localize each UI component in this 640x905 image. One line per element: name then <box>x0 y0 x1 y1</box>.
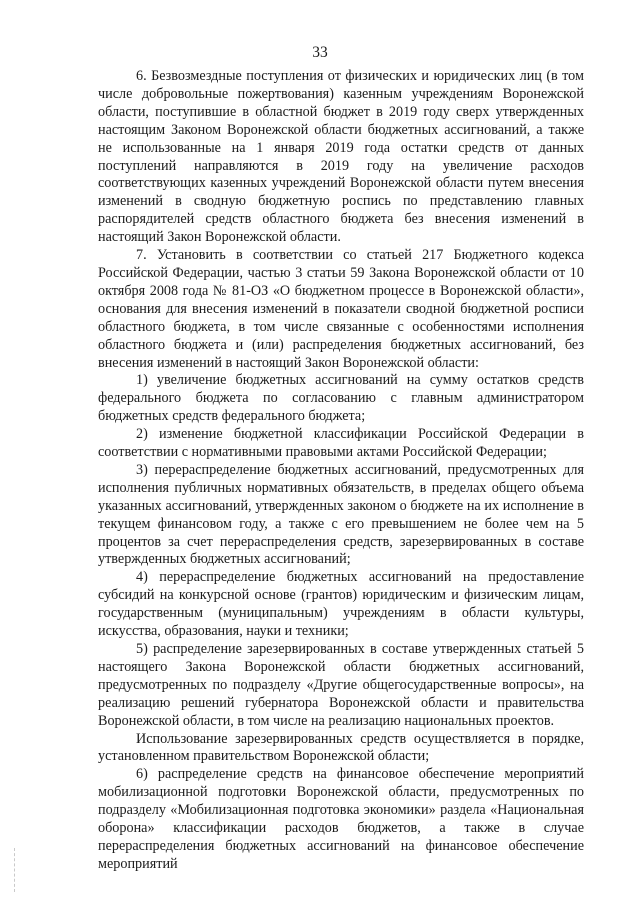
body-text <box>98 68 584 874</box>
list-item-4: 4) перераспределение бюджетных ассигнований на предоставление субсидий на конкурсной основе (грантов) юридическим и физическим лицам, государственным (муниципальным) учреждениям в области культуры, искусства, образования, науки и техники; <box>98 569 584 640</box>
paragraph-7-budget-changes: 7. Установить в соответствии со статьей 217 Бюджетного кодекса Российской Федерации, частью 3 статьи 59 Закона Воронежской области от 10 октября 2008 года № 81-ОЗ «О бюджетном процессе в Воронежской области», основания для внесения изменений в показатели сводной бюджетной росписи областного бюджета, в том числе связанные с особенностями исполнения областного бюджета и (или) распределения бюджетных ассигнований, без внесения изменений в настоящий Закон Воронежской области: <box>98 247 584 371</box>
list-item-5: 5) распределение зарезервированных в составе утвержденных статьей 5 настоящего Закона Воронежской области бюджетных ассигнований, предусмотренных по подразделу «Другие общегосударственные вопросы», на реализацию решений губернатора Воронежской области и правительства Воронежской области, в том числе на реализацию национальных проектов. <box>98 641 584 729</box>
reserved-funds-note: Использование зарезервированных средств осуществляется в порядке, установленном правительством Воронежской области; <box>98 730 584 765</box>
paragraph-6-donations: 6. Безвозмездные поступления от физических и юридических лиц (в том числе добровольные пожертвования) казенным учреждениям Воронежской области, поступившие в областной бюджет в 2019 году сверх утвержденных настоящим Законом Воронежской области бюджетных ассигнований, а также не использованные на 1 января 2019 года остатки средств от данных поступлений направляются в 2019 году на увеличение расходов соответствующих казенных учреждений Воронежской области путем внесения изменений в сводную бюджетную роспись по представлению главных распорядителей средств областного бюджета без внесения изменений в настоящий Закон Воронежской области. <box>98 68 584 246</box>
list-item-3: 3) перераспределение бюджетных ассигнований, предусмотренных для исполнения публичных нормативных обязательств, в пределах общего объема указанных ассигнований, утвержденных законом о бюджете на их исполнение в текущем финансовом году, а также с его превышением не более чем на 5 процентов за счет перераспределения средств, зарезервированных в составе утвержденных бюджетных ассигнований; <box>98 461 584 568</box>
list-item-1: 1) увеличение бюджетных ассигнований на сумму остатков средств федерального бюджета по согласованию с главным администратором бюджетных средств федерального бюджета; <box>98 372 584 425</box>
page-number: 33 <box>312 44 328 61</box>
scan-margin-mark <box>14 848 15 892</box>
list-item-2: 2) изменение бюджетной классификации Российской Федерации в соответствии с нормативными правовыми актами Российской Федерации; <box>98 426 584 461</box>
list-item-6: 6) распределение средств на финансовое обеспечение мероприятий мобилизационной подготовки Воронежской области, предусмотренных по подразделу «Мобилизационная подготовка экономики» раздела «Национальная оборона» классификации расходов бюджетов, а также в случае перераспределения бюджетных ассигнований на финансовое обеспечение мероприятий <box>98 766 584 872</box>
